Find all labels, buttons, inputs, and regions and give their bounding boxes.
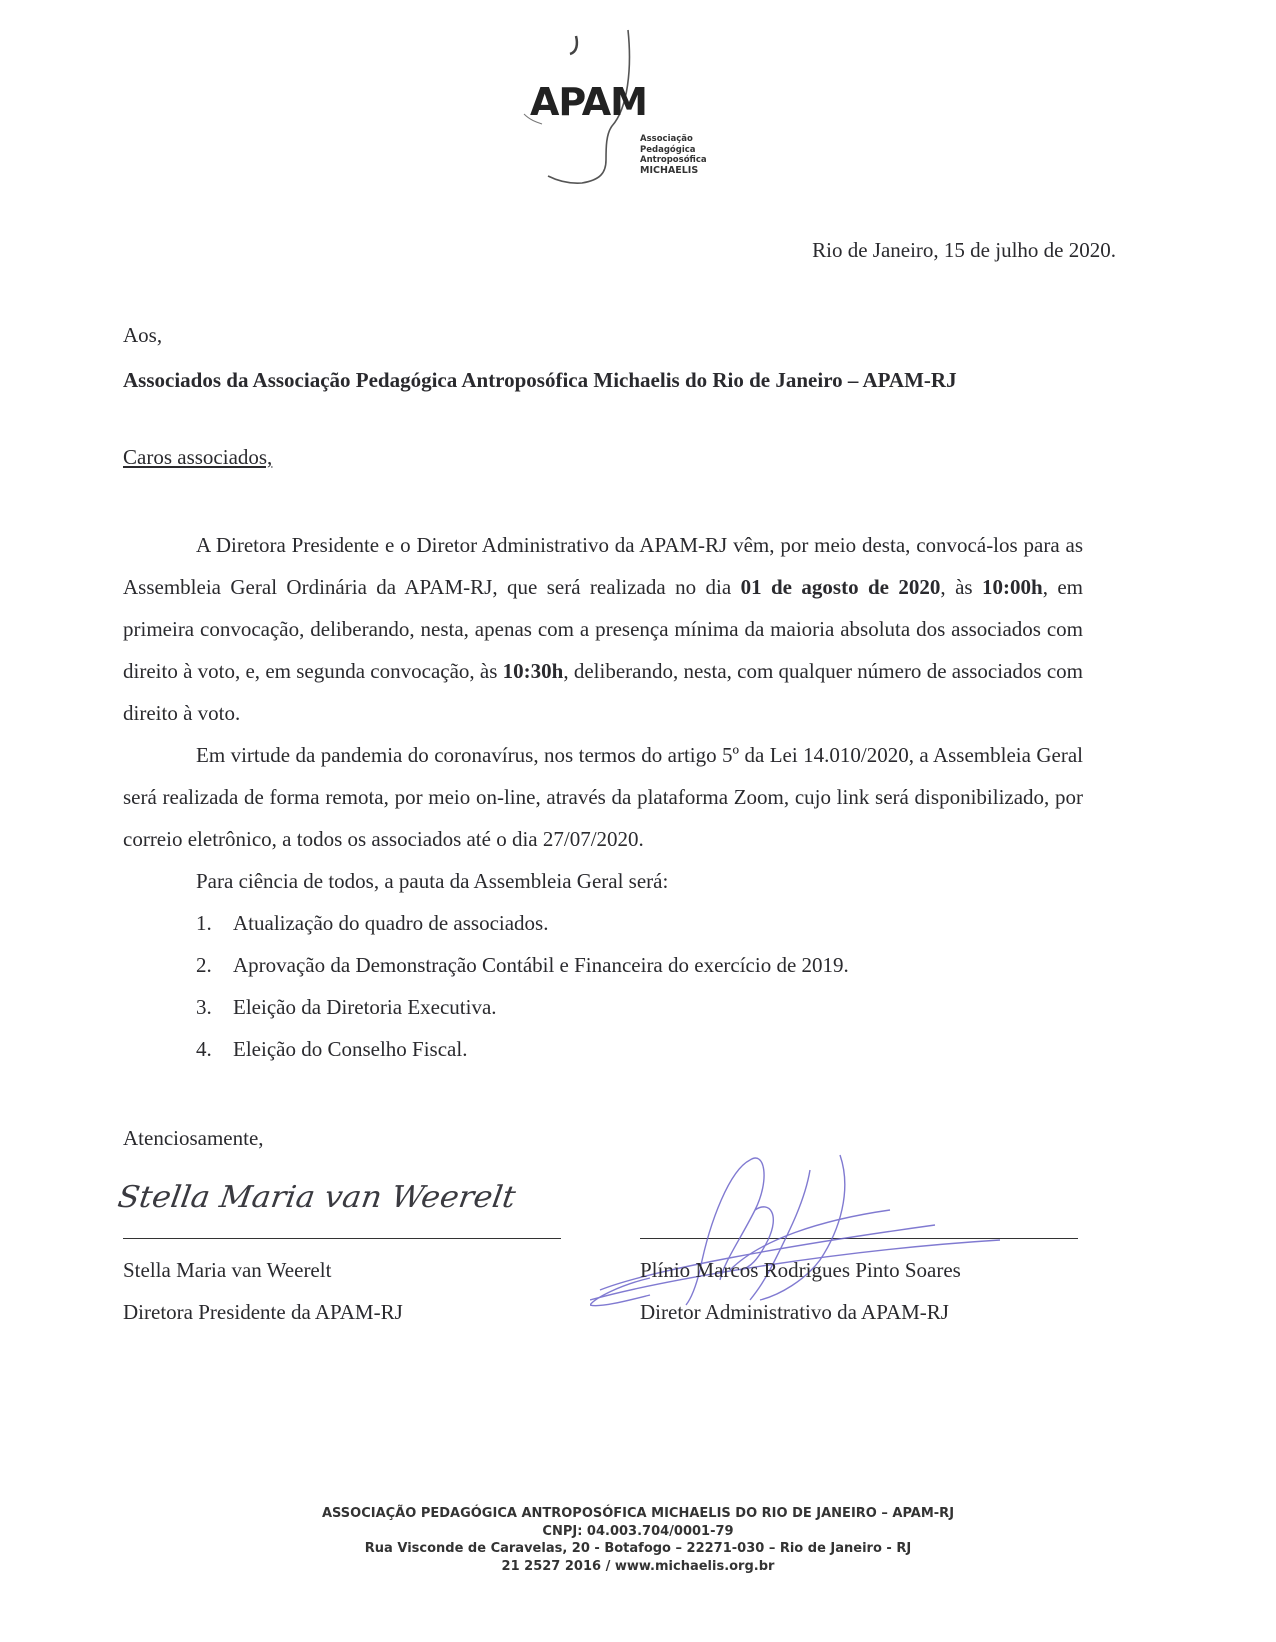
signature-plinio-icon [590, 1150, 1030, 1310]
signatory-name-left: Stella Maria van Weerelt [123, 1258, 332, 1282]
agenda-text: Atualização do quadro de associados. [233, 911, 549, 935]
agenda-number: 3. [196, 995, 212, 1019]
logo-subtitle [640, 134, 707, 176]
footer-org-name: ASSOCIAÇÃO PEDAGÓGICA ANTROPOSÓFICA MICHAELIS DO RIO DE JANEIRO – APAM-RJ [321, 1506, 955, 1521]
first-call-time: 10:00h [982, 575, 1043, 599]
signature-line-left [123, 1238, 561, 1239]
agenda-text: Aprovação da Demonstração Contábil e Financeira do exercício de 2019. [233, 953, 849, 977]
footer-cnpj: CNPJ: 04.003.704/0001-79 [542, 1523, 734, 1539]
footer-address: Rua Visconde de Caravelas, 20 - Botafogo – 22271-030 – Rio de Janeiro - RJ [364, 1541, 912, 1556]
logo-wordmark: APAM [530, 80, 647, 124]
letterhead-footer [0, 1505, 1276, 1575]
text-run: , deliberando, nesta, com qualquer número de associados com direito à voto. [123, 659, 1083, 725]
meeting-date: 01 de agosto de 2020 [740, 575, 941, 599]
agenda-item [196, 997, 497, 1018]
footer-contact: 21 2527 2016 / www.michaelis.org.br [501, 1558, 775, 1574]
paragraph-agenda-intro: Para ciência de todos, a pauta da Assembleia Geral será: [196, 869, 669, 893]
text-run: A Diretora Presidente e o Diretor Administrativo da APAM-RJ vêm, por meio desta, convocá-los para as Assembleia Geral Ordinária da APAM-RJ, que será realizada no dia [123, 533, 1083, 599]
agenda-item [196, 955, 849, 976]
signatory-title-right: Diretor Administrativo da APAM-RJ [640, 1300, 949, 1324]
signature-stella: Stella Maria van Weerelt [115, 1180, 518, 1215]
apam-logo [520, 28, 750, 198]
letter-body [123, 524, 1083, 902]
agenda-number: 4. [196, 1037, 212, 1061]
agenda-number: 1. [196, 911, 212, 935]
agenda-text: Eleição do Conselho Fiscal. [233, 1037, 468, 1061]
logo-subtitle-line: Antroposófica [640, 155, 707, 165]
logo-subtitle-line: MICHAELIS [640, 164, 699, 176]
agenda-text: Eleição da Diretoria Executiva. [233, 995, 497, 1019]
logo-subtitle-line: Pedagógica [640, 144, 696, 155]
agenda-item [196, 1039, 467, 1060]
agenda-number: 2. [196, 953, 212, 977]
second-call-time: 10:30h [502, 659, 564, 683]
logo-subtitle-line: Associação [640, 134, 693, 144]
signatory-title-left: Diretora Presidente da APAM-RJ [123, 1300, 403, 1324]
text-run: , em primeira convocação, deliberando, nesta, apenas com a presença mínima da maioria absoluta dos associados com direito à voto, e, em segunda convocação, às [123, 575, 1084, 683]
greeting: Caros associados, [123, 445, 273, 469]
date-line: Rio de Janeiro, 15 de julho de 2020. [812, 238, 1116, 262]
paragraph-convocation [123, 524, 1083, 734]
salutation: Aos, [123, 323, 163, 347]
recipients-heading: Associados da Associação Pedagógica Antroposófica Michaelis do Rio de Janeiro – APAM-RJ [123, 368, 957, 392]
paragraph-remote-meeting: Em virtude da pandemia do coronavírus, nos termos do artigo 5º da Lei 14.010/2020, a Assembleia Geral será realizada de forma remota, por meio on-line, através da plataforma Zoom, cujo link será disponibilizado, por correio eletrônico, a todos os associados até o dia 27/07/2020. [123, 743, 1083, 851]
signatory-name-right: Plínio Marcos Rodrigues Pinto Soares [640, 1258, 961, 1282]
closing: Atenciosamente, [123, 1126, 264, 1150]
agenda-item [196, 913, 548, 934]
text-run: , às [940, 575, 982, 599]
